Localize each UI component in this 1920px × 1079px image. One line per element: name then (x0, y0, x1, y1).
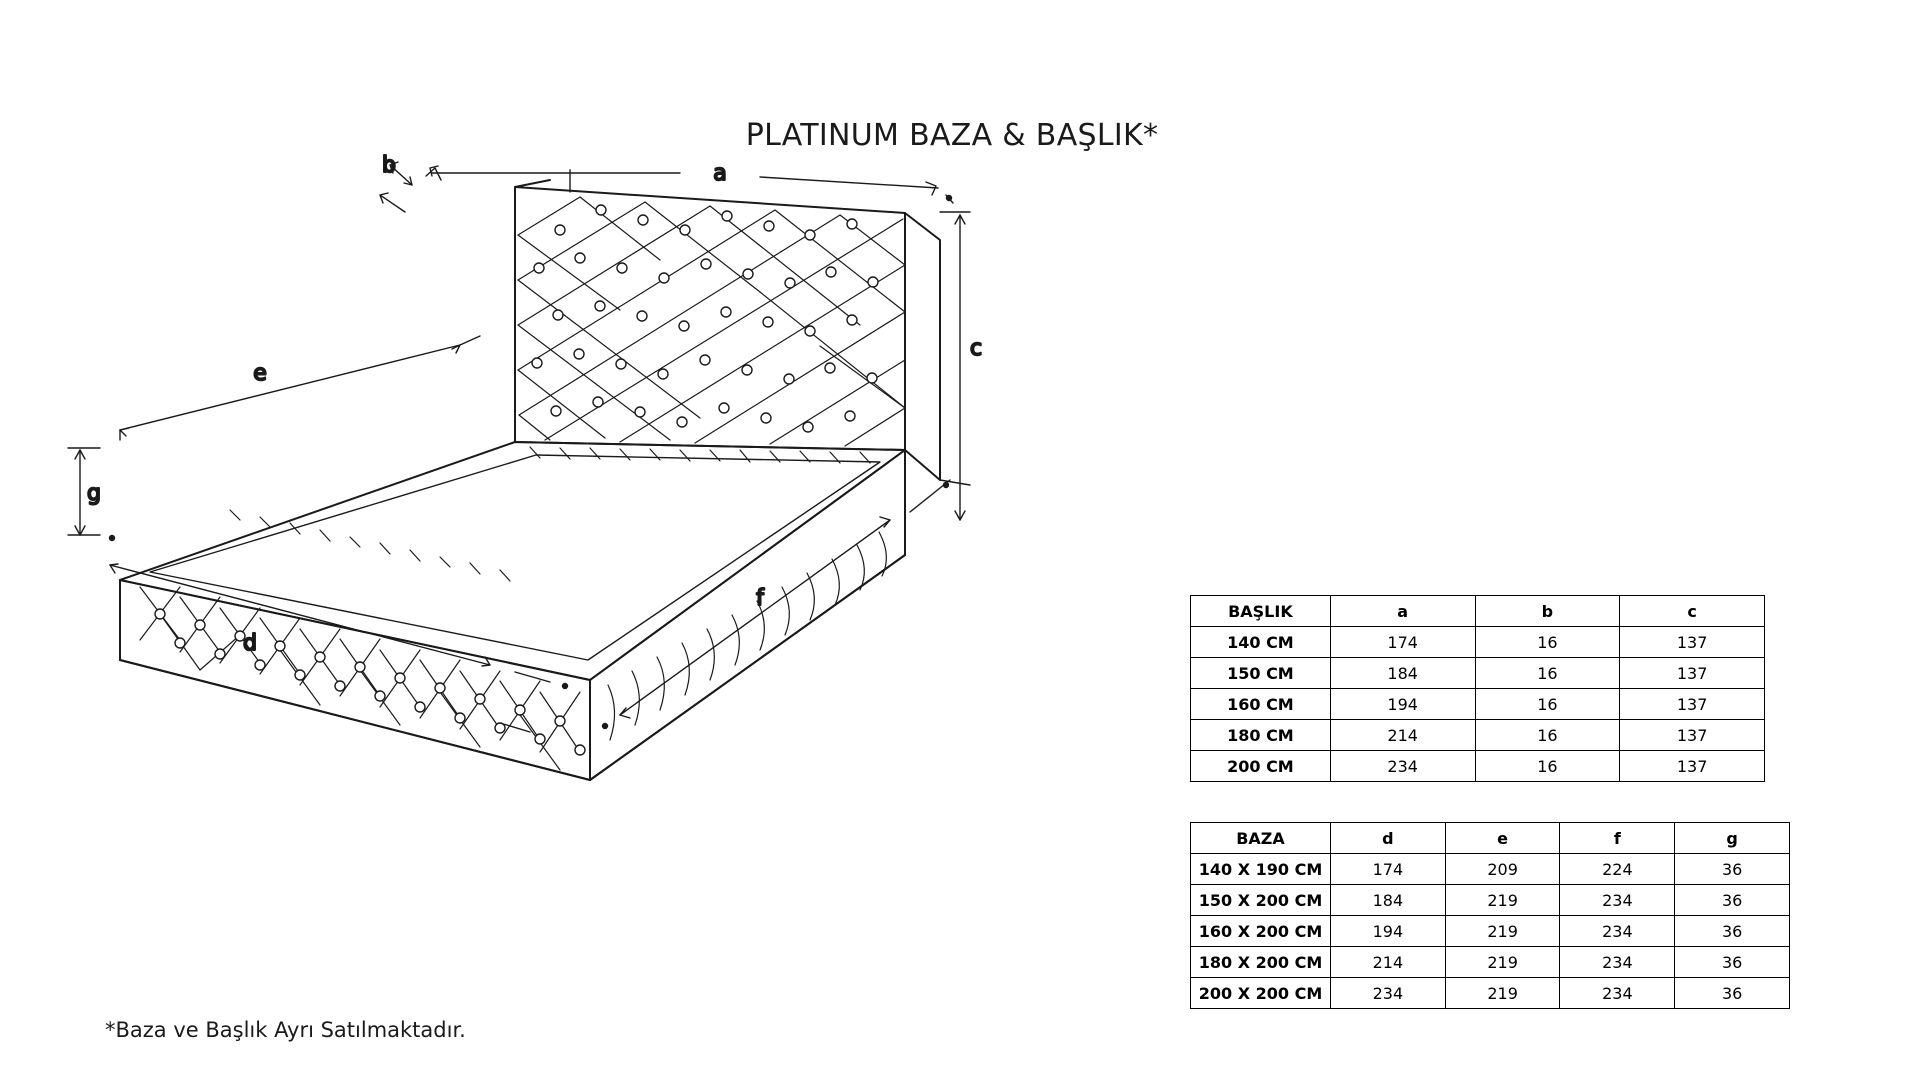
row-label: 160 CM (1191, 689, 1331, 720)
row-label: 160 X 200 CM (1191, 916, 1331, 947)
bed-technical-drawing (60, 140, 1170, 930)
cell-b: 16 (1475, 751, 1620, 782)
dimension-label-f: f (756, 586, 764, 611)
row-label: 150 X 200 CM (1191, 885, 1331, 916)
headboard-side-face (905, 213, 940, 480)
table-row (1191, 627, 1765, 658)
row-label: 180 CM (1191, 720, 1331, 751)
cell-c: 137 (1620, 658, 1765, 689)
column-header: g (1675, 823, 1790, 854)
table-row (1191, 854, 1790, 885)
table-header-row (1191, 596, 1765, 627)
row-label: 140 X 190 CM (1191, 854, 1331, 885)
headboard-dimension-table (1190, 595, 1765, 782)
cell-a: 184 (1330, 658, 1475, 689)
base-front-panel (590, 450, 905, 780)
dimension-f (603, 480, 951, 729)
base-left-side-panel (120, 580, 590, 780)
bed-drawing-svg (60, 140, 1170, 930)
table-row (1191, 947, 1790, 978)
table-header-row (1191, 823, 1790, 854)
cell-b: 16 (1475, 689, 1620, 720)
base-bottom-edge (120, 555, 905, 780)
dimension-label-g: g (87, 481, 101, 506)
table-row (1191, 916, 1790, 947)
cell-a: 214 (1330, 720, 1475, 751)
dimension-label-c: c (969, 336, 983, 361)
dimension-label-e: e (253, 361, 267, 386)
cell-g: 36 (1675, 854, 1790, 885)
column-header: BAZA (1191, 823, 1331, 854)
cell-a: 174 (1330, 627, 1475, 658)
cell-c: 137 (1620, 751, 1765, 782)
cell-f: 234 (1560, 885, 1675, 916)
cell-g: 36 (1675, 978, 1790, 1009)
dimension-label-d: d (243, 631, 257, 656)
table-row (1191, 885, 1790, 916)
footnote: *Baza ve Başlık Ayrı Satılmaktadır. (105, 1018, 466, 1042)
cell-e: 219 (1445, 916, 1560, 947)
dimension-a (426, 166, 953, 203)
column-header: c (1620, 596, 1765, 627)
cell-b: 16 (1475, 720, 1620, 751)
cell-c: 137 (1620, 627, 1765, 658)
headboard-top-edge-left (515, 180, 550, 187)
headboard-front-face (515, 187, 905, 450)
cell-e: 219 (1445, 885, 1560, 916)
dimension-c (940, 212, 970, 520)
table-row (1191, 751, 1765, 782)
cell-a: 194 (1330, 689, 1475, 720)
cell-f: 224 (1560, 854, 1675, 885)
cell-b: 16 (1475, 627, 1620, 658)
cell-d: 174 (1330, 854, 1445, 885)
cell-f: 234 (1560, 978, 1675, 1009)
cell-c: 137 (1620, 689, 1765, 720)
column-header: a (1330, 596, 1475, 627)
table-row (1191, 978, 1790, 1009)
dimension-label-b: b (382, 153, 396, 178)
row-label: 150 CM (1191, 658, 1331, 689)
row-label: 180 X 200 CM (1191, 947, 1331, 978)
dimension-label-a: a (713, 161, 727, 186)
cell-e: 209 (1445, 854, 1560, 885)
cell-d: 184 (1330, 885, 1445, 916)
column-header: d (1330, 823, 1445, 854)
cell-g: 36 (1675, 916, 1790, 947)
cell-e: 219 (1445, 978, 1560, 1009)
cell-a: 234 (1330, 751, 1475, 782)
base-rail-stitching (230, 447, 870, 581)
page-title-text: PLATINUM BAZA & BAŞLIK* (745, 118, 1159, 153)
cell-d: 194 (1330, 916, 1445, 947)
dimension-e (120, 336, 480, 440)
base-top-inner-rim (150, 455, 880, 660)
table-row (1191, 689, 1765, 720)
cell-f: 234 (1560, 916, 1675, 947)
row-label: 200 X 200 CM (1191, 978, 1331, 1009)
cell-d: 214 (1330, 947, 1445, 978)
cell-g: 36 (1675, 885, 1790, 916)
base-dimension-table (1190, 822, 1790, 1009)
table-row (1191, 658, 1765, 689)
column-header: f (1560, 823, 1675, 854)
row-label: 200 CM (1191, 751, 1331, 782)
cell-c: 137 (1620, 720, 1765, 751)
column-header: BAŞLIK (1191, 596, 1331, 627)
row-label: 140 CM (1191, 627, 1331, 658)
column-header: e (1445, 823, 1560, 854)
dimension-tables (1190, 595, 1790, 1009)
table-row (1191, 720, 1765, 751)
cell-e: 219 (1445, 947, 1560, 978)
cell-f: 234 (1560, 947, 1675, 978)
cell-g: 36 (1675, 947, 1790, 978)
cell-d: 234 (1330, 978, 1445, 1009)
column-header: b (1475, 596, 1620, 627)
cell-b: 16 (1475, 658, 1620, 689)
